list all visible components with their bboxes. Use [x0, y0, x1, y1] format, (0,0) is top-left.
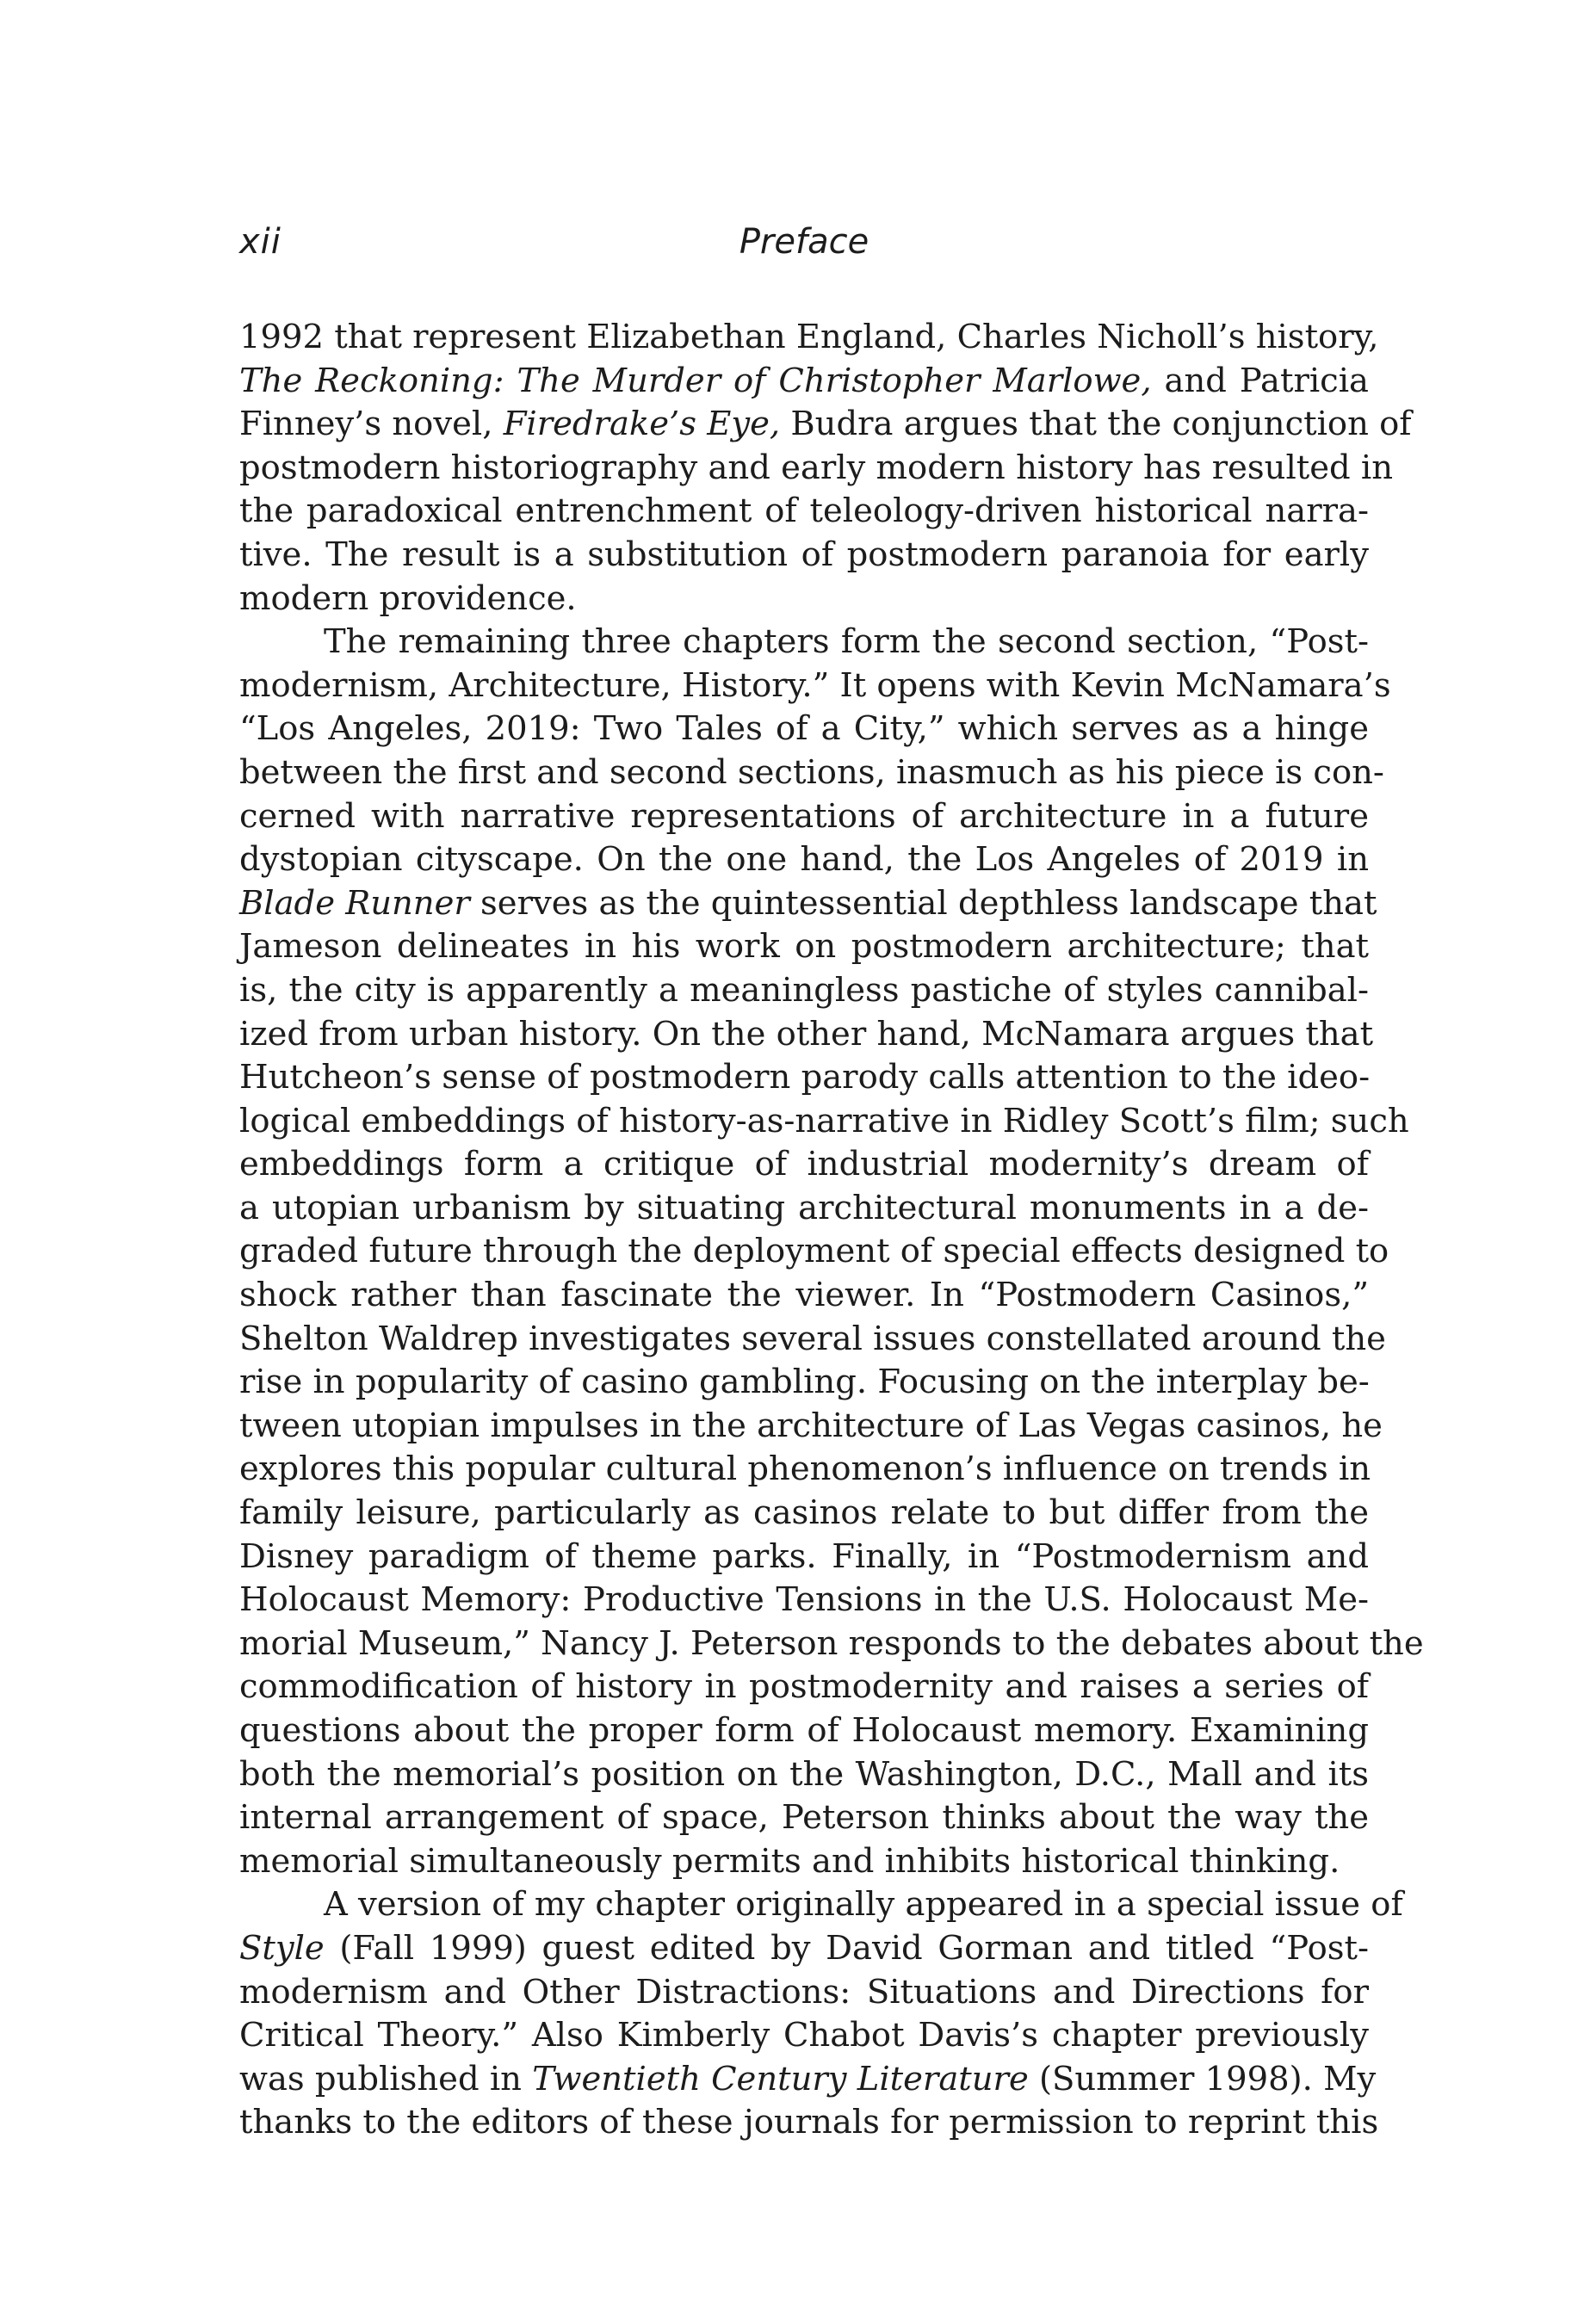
text-run: ized from urban history. On the other hand, McNamara argues that — [239, 1014, 1374, 1054]
text-line — [239, 403, 1412, 447]
text-run: Hutcheon’s sense of postmodern parody calls attention to the ideo- — [239, 1058, 1371, 1097]
text-run: tive. The result is a substitution of postmodern paranoia for early — [239, 535, 1369, 574]
text-line — [239, 795, 1369, 839]
italic-title: Firedrake’s Eye, — [503, 405, 781, 444]
text-run: and Patricia — [1151, 361, 1369, 400]
text-line — [239, 447, 1394, 491]
text-run: is, the city is apparently a meaningless pastiche of styles cannibal- — [239, 970, 1369, 1010]
text-run: graded future through the deployment of special effects designed to — [239, 1232, 1389, 1271]
text-run: shock rather than fascinate the viewer. In “Postmodern Casinos,” — [239, 1276, 1369, 1315]
text-line — [239, 751, 1384, 795]
text-run: modernism and Other Distractions: Situations and Directions for — [239, 1972, 1369, 2012]
text-line — [239, 1230, 1389, 1274]
text-run: between the first and second sections, inasmuch as his piece is con- — [239, 752, 1384, 792]
text-run: tween utopian impulses in the architecture of Las Vegas casinos, he — [239, 1406, 1383, 1445]
text-run: embeddings form a critique of industrial modernity’s dream of — [239, 1145, 1369, 1184]
text-run: modern providence. — [239, 578, 577, 618]
text-run: was published in — [239, 2059, 533, 2098]
text-line — [239, 1709, 1369, 1753]
text-run: the paradoxical entrenchment of teleology-driven historical narra- — [239, 491, 1369, 531]
text-run: family leisure, particularly as casinos relate to but differ from the — [239, 1493, 1369, 1533]
text-run: morial Museum,” Nancy J. Peterson responds to the debates about the — [239, 1623, 1424, 1663]
text-run: Shelton Waldrep investigates several issues constellated around the — [239, 1319, 1386, 1358]
text-run: thanks to the editors of these journals for permission to reprint this — [239, 2103, 1379, 2142]
text-run: Budra argues that the conjunction of — [780, 405, 1412, 444]
text-line — [239, 2058, 1377, 2102]
text-run: dystopian cityscape. On the one hand, the Los Angeles of 2019 in — [239, 840, 1369, 880]
italic-title: Twentieth Century Literature — [532, 2059, 1029, 2098]
text-run: explores this popular cultural phenomenon’s influence on trends in — [239, 1449, 1371, 1489]
text-line — [239, 1883, 1403, 1927]
italic-title: The Reckoning: The Murder of Christopher Marlowe, — [239, 361, 1152, 400]
italic-title: Blade Runner — [239, 883, 470, 923]
text-run: a utopian urbanism by situating architectural monuments in a de- — [239, 1188, 1369, 1227]
text-run: postmodern historiography and early modern history has resulted in — [239, 448, 1394, 487]
text-run: A version of my chapter originally appeared in a special issue of — [324, 1885, 1403, 1925]
text-line — [239, 708, 1369, 751]
text-line — [239, 1492, 1369, 1536]
text-line — [239, 1536, 1369, 1579]
text-line — [239, 969, 1369, 1013]
text-line — [239, 664, 1391, 708]
text-run: “Los Angeles, 2019: Two Tales of a City,” which serves as a hinge — [239, 709, 1369, 749]
text-run: memorial simultaneously permits and inhibits historical thinking. — [239, 1841, 1340, 1881]
text-run: internal arrangement of space, Peterson thinks about the way the — [239, 1798, 1369, 1838]
text-line — [239, 1579, 1369, 1622]
text-run: serves as the quintessential depthless landscape that — [469, 883, 1377, 923]
running-head: Preface — [739, 222, 869, 262]
text-line — [239, 1666, 1369, 1709]
text-line — [239, 925, 1369, 969]
text-run: Critical Theory.” Also Kimberly Chabot Davis’s chapter previously — [239, 2016, 1369, 2055]
text-run: Holocaust Memory: Productive Tensions in the U.S. Holocaust Me- — [239, 1580, 1369, 1620]
page-header — [239, 222, 1369, 274]
text-line — [239, 534, 1369, 578]
text-line — [239, 490, 1369, 534]
text-run: modernism, Architecture, History.” It opens with Kevin McNamara’s — [239, 665, 1391, 705]
text-line — [239, 1622, 1424, 1666]
text-run: (Summer 1998). My — [1028, 2059, 1377, 2098]
text-line — [239, 838, 1369, 882]
text-run: Finney’s novel, — [239, 405, 504, 444]
text-line — [239, 1143, 1369, 1187]
text-line — [239, 1361, 1369, 1405]
text-line — [239, 1056, 1369, 1100]
text-line — [239, 316, 1379, 360]
text-line — [239, 621, 1369, 664]
text-run: rise in popularity of casino gambling. Focusing on the interplay be- — [239, 1363, 1370, 1402]
text-line — [239, 1448, 1369, 1492]
text-line — [239, 1274, 1369, 1318]
text-run: (Fall 1999) guest edited by David Gorman and titled “Post- — [324, 1928, 1369, 1968]
text-run: commodification of history in postmodernity and raises a series of — [239, 1667, 1369, 1707]
text-line — [239, 1100, 1409, 1144]
body-text — [239, 316, 1424, 2145]
text-line — [239, 360, 1369, 404]
text-run: logical embeddings of history-as-narrative in Ridley Scott’s film; such — [239, 1101, 1409, 1140]
text-line — [239, 1013, 1374, 1057]
text-line — [239, 2101, 1379, 2145]
text-run: The remaining three chapters form the second section, “Post- — [324, 622, 1369, 662]
text-line — [239, 1405, 1383, 1449]
text-line — [239, 1840, 1369, 1884]
text-run: 1992 that represent Elizabethan England, Charles Nicholl’s history, — [239, 318, 1379, 356]
text-line — [239, 1796, 1369, 1840]
italic-title: Style — [239, 1928, 325, 1968]
text-line — [239, 1187, 1369, 1231]
text-line — [239, 1318, 1386, 1362]
text-line — [239, 2014, 1369, 2058]
text-run: Disney paradigm of theme parks. Finally, in “Postmodernism and — [239, 1536, 1369, 1576]
text-line — [239, 882, 1377, 926]
text-run: Jameson delineates in his work on postmodern architecture; that — [239, 927, 1369, 967]
text-line — [239, 1927, 1369, 1971]
text-line — [239, 1971, 1369, 2015]
page-number: xii — [239, 222, 282, 262]
text-line — [239, 1753, 1369, 1797]
text-run: both the memorial’s position on the Washington, D.C., Mall and its — [239, 1754, 1369, 1794]
text-run: cerned with narrative representations of architecture in a future — [239, 796, 1369, 836]
text-line — [239, 578, 1369, 621]
text-run: questions about the proper form of Holocaust memory. Examining — [239, 1711, 1369, 1750]
